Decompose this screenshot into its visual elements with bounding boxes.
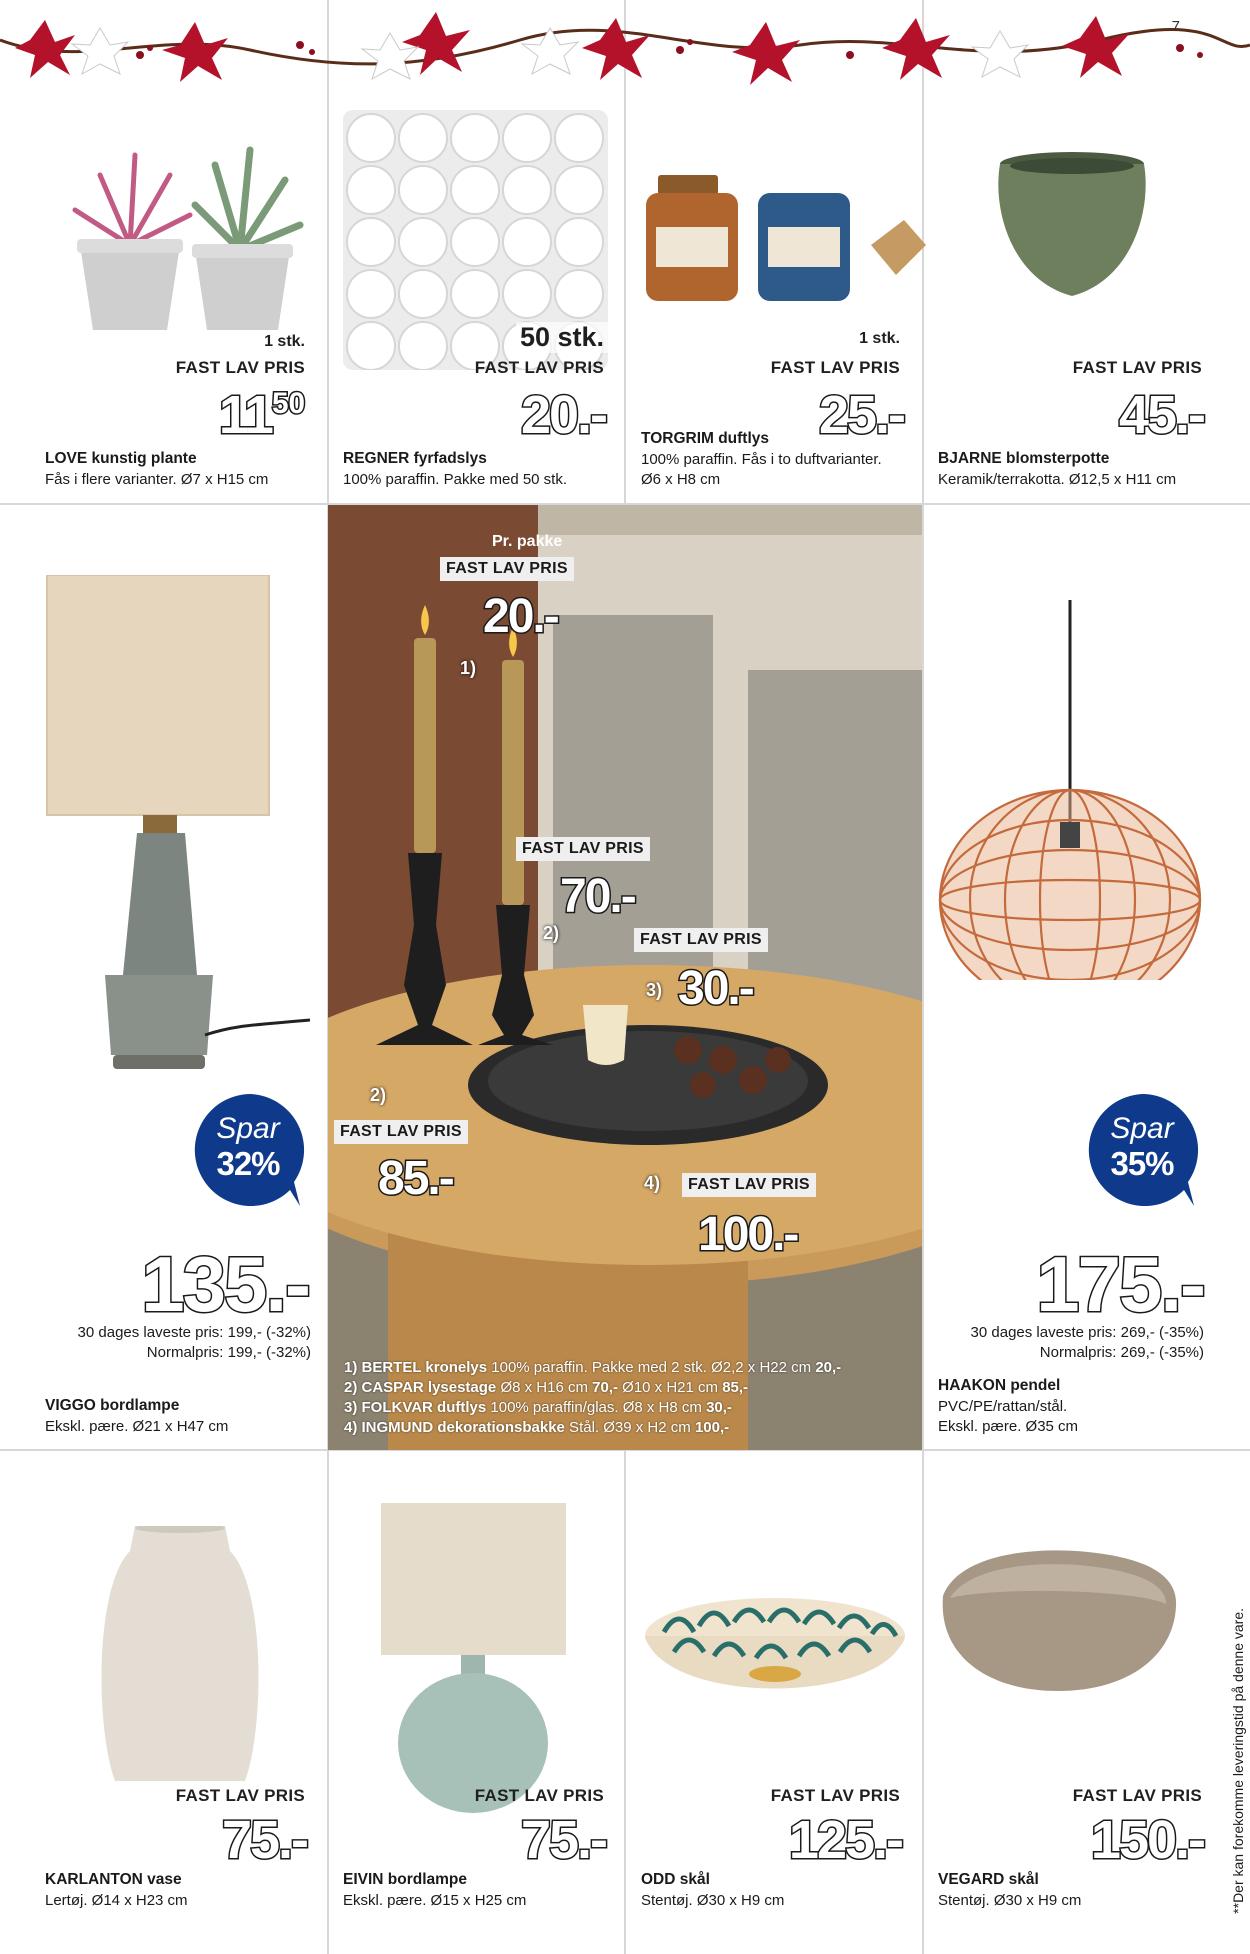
- product-torgrim[interactable]: [626, 0, 922, 503]
- fast-lav-pris-tag: FAST LAV PRIS: [334, 1120, 468, 1144]
- marker-2: 2): [370, 1085, 387, 1105]
- vase-image: [95, 1526, 265, 1791]
- product-eivin[interactable]: [329, 1451, 624, 1954]
- lowest-price-30-days: 30 dages laveste pris: 199,- (-32%): [77, 1324, 311, 1341]
- flower-pot-image: [992, 150, 1152, 300]
- price: $11^{50}$: [218, 385, 305, 445]
- delivery-time-note: **Der kan forekomme leveringstid på denne vare.: [1230, 1608, 1246, 1914]
- product-name: ODD skål: [641, 1871, 710, 1888]
- fast-lav-pris-label: FAST LAV PRIS: [770, 1786, 900, 1805]
- marker-3: 3): [646, 980, 663, 1000]
- fast-lav-pris-tag: FAST LAV PRIS: [516, 837, 650, 861]
- product-name: EIVIN bordlampe: [343, 1871, 468, 1888]
- fast-lav-pris-label: FAST LAV PRIS: [1072, 1786, 1202, 1805]
- lowest-price-30-days: 30 dages laveste pris: 269,- (-35%): [970, 1324, 1204, 1341]
- product-description: Stentøj. Ø30 x H9 cm: [641, 1892, 785, 1909]
- per-package-label: Pr. pakke: [492, 533, 563, 550]
- price-bertel: 20.-: [483, 590, 558, 643]
- product-name: KARLANTON vase: [45, 1871, 182, 1888]
- product-name: TORGRIM duftlys: [641, 430, 770, 447]
- product-description: Lertøj. Ø14 x H23 cm: [45, 1892, 188, 1909]
- product-haakon[interactable]: [924, 505, 1250, 1449]
- price-caspar-large: 85.-: [378, 1152, 453, 1205]
- product-description: PVC/PE/rattan/stål.: [938, 1398, 1068, 1415]
- product-name: HAAKON pendel: [938, 1377, 1061, 1394]
- product-description: Fås i flere varianter. Ø7 x H15 cm: [45, 471, 269, 488]
- product-love[interactable]: [0, 0, 327, 503]
- product-vegard[interactable]: [924, 1451, 1250, 1954]
- normal-price: Normalpris: 199,- (-32%): [146, 1344, 311, 1361]
- price: 125.-: [788, 1810, 902, 1870]
- quantity-label: 50 stk.: [516, 322, 608, 353]
- legend-line-4: 4) INGMUND dekorationsbakke Stål. Ø39 x H2 cm 100,-: [344, 1419, 730, 1436]
- fast-lav-pris-label: FAST LAV PRIS: [474, 1786, 604, 1805]
- spar-title: Spar: [216, 1112, 280, 1145]
- organic-bowl-image: [938, 1546, 1180, 1696]
- product-description: Stentøj. Ø30 x H9 cm: [938, 1892, 1082, 1909]
- price: 135.-: [141, 1240, 309, 1328]
- spar-percent: 35%: [1110, 1145, 1174, 1182]
- price-ingmund: 100.-: [698, 1208, 798, 1261]
- fast-lav-pris-label: FAST LAV PRIS: [474, 358, 604, 377]
- table-lamp-image: [45, 575, 315, 1075]
- spar-badge-text: [194, 1090, 314, 1210]
- legend-line-3: 3) FOLKVAR duftlys 100% paraffin/glas. Ø8 x H8 cm 30,-: [344, 1399, 732, 1416]
- product-karlanton[interactable]: [0, 1451, 327, 1954]
- scented-candles-image: [646, 175, 931, 305]
- page-number: 7: [1171, 18, 1180, 35]
- product-description: Ø6 x H8 cm: [641, 471, 721, 488]
- spar-title: Spar: [1110, 1112, 1174, 1145]
- table-lamp-image: [381, 1503, 566, 1833]
- price: 175.-: [1036, 1240, 1204, 1328]
- product-regner[interactable]: [329, 0, 624, 503]
- fast-lav-pris-label: FAST LAV PRIS: [175, 1786, 305, 1805]
- price: 75.-: [221, 1810, 307, 1870]
- price-caspar-small: 70.-: [560, 870, 635, 923]
- legend-line-2: 2) CASPAR lysestage Ø8 x H16 cm 70,- Ø10 x H21 cm 85,-: [344, 1379, 749, 1396]
- product-description: 100% paraffin. Pakke med 50 stk.: [343, 471, 568, 488]
- product-name: BJARNE blomsterpotte: [938, 450, 1110, 467]
- fast-lav-pris-label: FAST LAV PRIS: [1072, 358, 1202, 377]
- product-description: Keramik/terrakotta. Ø12,5 x H11 cm: [938, 471, 1177, 488]
- quantity-label: 1 stk.: [859, 330, 900, 347]
- price: 75.-: [520, 1810, 606, 1870]
- fast-lav-pris-label: FAST LAV PRIS: [770, 358, 900, 377]
- price: 25.-: [818, 385, 904, 445]
- product-description: Ekskl. pære. Ø35 cm: [938, 1418, 1079, 1435]
- spar-percent: 32%: [216, 1145, 280, 1182]
- fast-lav-pris-tag: FAST LAV PRIS: [634, 928, 768, 952]
- product-viggo[interactable]: [0, 505, 327, 1449]
- marker-4: 4): [644, 1173, 661, 1193]
- product-description: 100% paraffin. Fås i to duftvarianter.: [641, 451, 882, 468]
- price-folkvar: 30.-: [678, 962, 753, 1015]
- quantity-label: 1 stk.: [264, 333, 305, 350]
- product-name: VEGARD skål: [938, 1871, 1039, 1888]
- fast-lav-pris-tag: FAST LAV PRIS: [440, 557, 574, 581]
- artificial-plant-image: [45, 125, 305, 335]
- feature-scene-image: [328, 505, 922, 1450]
- product-odd[interactable]: [626, 1451, 922, 1954]
- rattan-pendant-image: [938, 600, 1208, 980]
- product-description: Ekskl. pære. Ø21 x H47 cm: [45, 1418, 229, 1435]
- marker-1: 1): [460, 658, 477, 678]
- normal-price: Normalpris: 269,- (-35%): [1039, 1344, 1204, 1361]
- price: 45.-: [1118, 385, 1204, 445]
- price: 150.-: [1090, 1810, 1204, 1870]
- product-name: VIGGO bordlampe: [45, 1397, 180, 1414]
- product-bjarne[interactable]: [924, 0, 1250, 503]
- feature-photo-candles-tray: [328, 505, 922, 1450]
- legend-line-1: 1) BERTEL kronelys 100% paraffin. Pakke med 2 stk. Ø2,2 x H22 cm 20,-: [344, 1359, 842, 1376]
- product-description: Ekskl. pære. Ø15 x H25 cm: [343, 1892, 527, 1909]
- price: 20.-: [520, 385, 606, 445]
- feature-legend: [344, 1358, 841, 1438]
- product-name: LOVE kunstig plante: [45, 450, 197, 467]
- spar-badge-text: [1088, 1090, 1208, 1210]
- product-name: REGNER fyrfadslys: [343, 450, 487, 467]
- patterned-bowl-image: [644, 1596, 906, 1726]
- marker-2: 2): [543, 923, 560, 943]
- fast-lav-pris-tag: FAST LAV PRIS: [682, 1173, 816, 1197]
- fast-lav-pris-label: FAST LAV PRIS: [175, 358, 305, 377]
